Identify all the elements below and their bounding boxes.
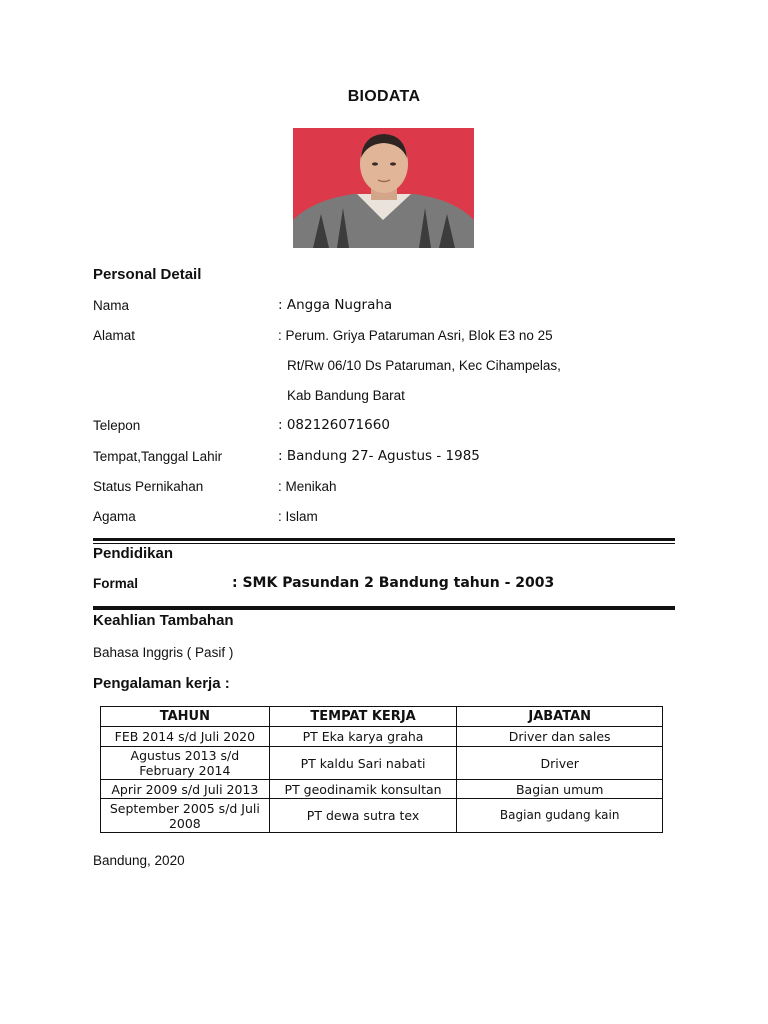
column-header-workplace: TEMPAT KERJA — [269, 707, 457, 727]
formal-education-label: Formal — [93, 576, 139, 591]
personal-detail-heading: Personal Detail — [93, 266, 202, 283]
workplace-cell: PT kaldu Sari nabati — [269, 747, 457, 780]
marital-status-label: Status Pernikahan — [93, 479, 204, 494]
address-value: : Perum. Griya Pataruman Asri, Blok E3 no 25 — [278, 328, 553, 343]
section-divider-thin — [93, 543, 675, 544]
signoff: Bandung, 2020 — [93, 853, 185, 868]
table-header-row — [101, 707, 663, 727]
address-label: Alamat — [93, 328, 136, 343]
page-title: BIODATA — [347, 88, 421, 105]
year-cell: FEB 2014 s/d Juli 2020 — [101, 727, 270, 747]
religion-value: : Islam — [278, 509, 318, 524]
column-header-year: TAHUN — [101, 707, 270, 727]
name-label: Nama — [93, 298, 130, 313]
formal-education-value: : SMK Pasundan 2 Bandung tahun - 2003 — [232, 575, 555, 591]
year-cell: September 2005 s/d Juli 2008 — [101, 799, 270, 833]
skills-heading: Keahlian Tambahan — [93, 612, 234, 629]
address-line-3: Kab Bandung Barat — [287, 388, 405, 403]
phone-label: Telepon — [93, 418, 141, 433]
column-header-position: JABATAN — [457, 707, 663, 727]
workplace-cell: PT geodinamik konsultan — [269, 780, 457, 799]
birth-value: : Bandung 27- Agustus - 1985 — [278, 448, 480, 464]
birth-label: Tempat,Tanggal Lahir — [93, 449, 223, 464]
marital-status-value: : Menikah — [278, 479, 337, 494]
table-row — [101, 727, 663, 747]
year-cell: Agustus 2013 s/d February 2014 — [101, 747, 270, 780]
table-row — [101, 780, 663, 799]
religion-label: Agama — [93, 509, 136, 524]
position-cell: Bagian umum — [457, 780, 663, 799]
table-row — [101, 799, 663, 833]
skill-item: Bahasa Inggris ( Pasif ) — [93, 645, 234, 660]
position-cell: Driver dan sales — [457, 727, 663, 747]
workplace-cell: PT dewa sutra tex — [269, 799, 457, 833]
experience-heading: Pengalaman kerja : — [93, 675, 230, 692]
workplace-cell: PT Eka karya graha — [269, 727, 457, 747]
phone-value: : 082126071660 — [278, 417, 390, 433]
profile-photo — [293, 128, 474, 248]
education-heading: Pendidikan — [93, 545, 174, 562]
table-row — [101, 747, 663, 780]
address-line-2: Rt/Rw 06/10 Ds Pataruman, Kec Cihampelas, — [287, 358, 561, 373]
position-cell: Driver — [457, 747, 663, 780]
name-value: : Angga Nugraha — [278, 297, 393, 313]
position-cell: Bagian gudang kain — [457, 799, 663, 833]
work-experience-table — [100, 706, 663, 833]
year-cell: Aprir 2009 s/d Juli 2013 — [101, 780, 270, 799]
section-divider-2 — [93, 606, 675, 610]
section-divider — [93, 538, 675, 541]
